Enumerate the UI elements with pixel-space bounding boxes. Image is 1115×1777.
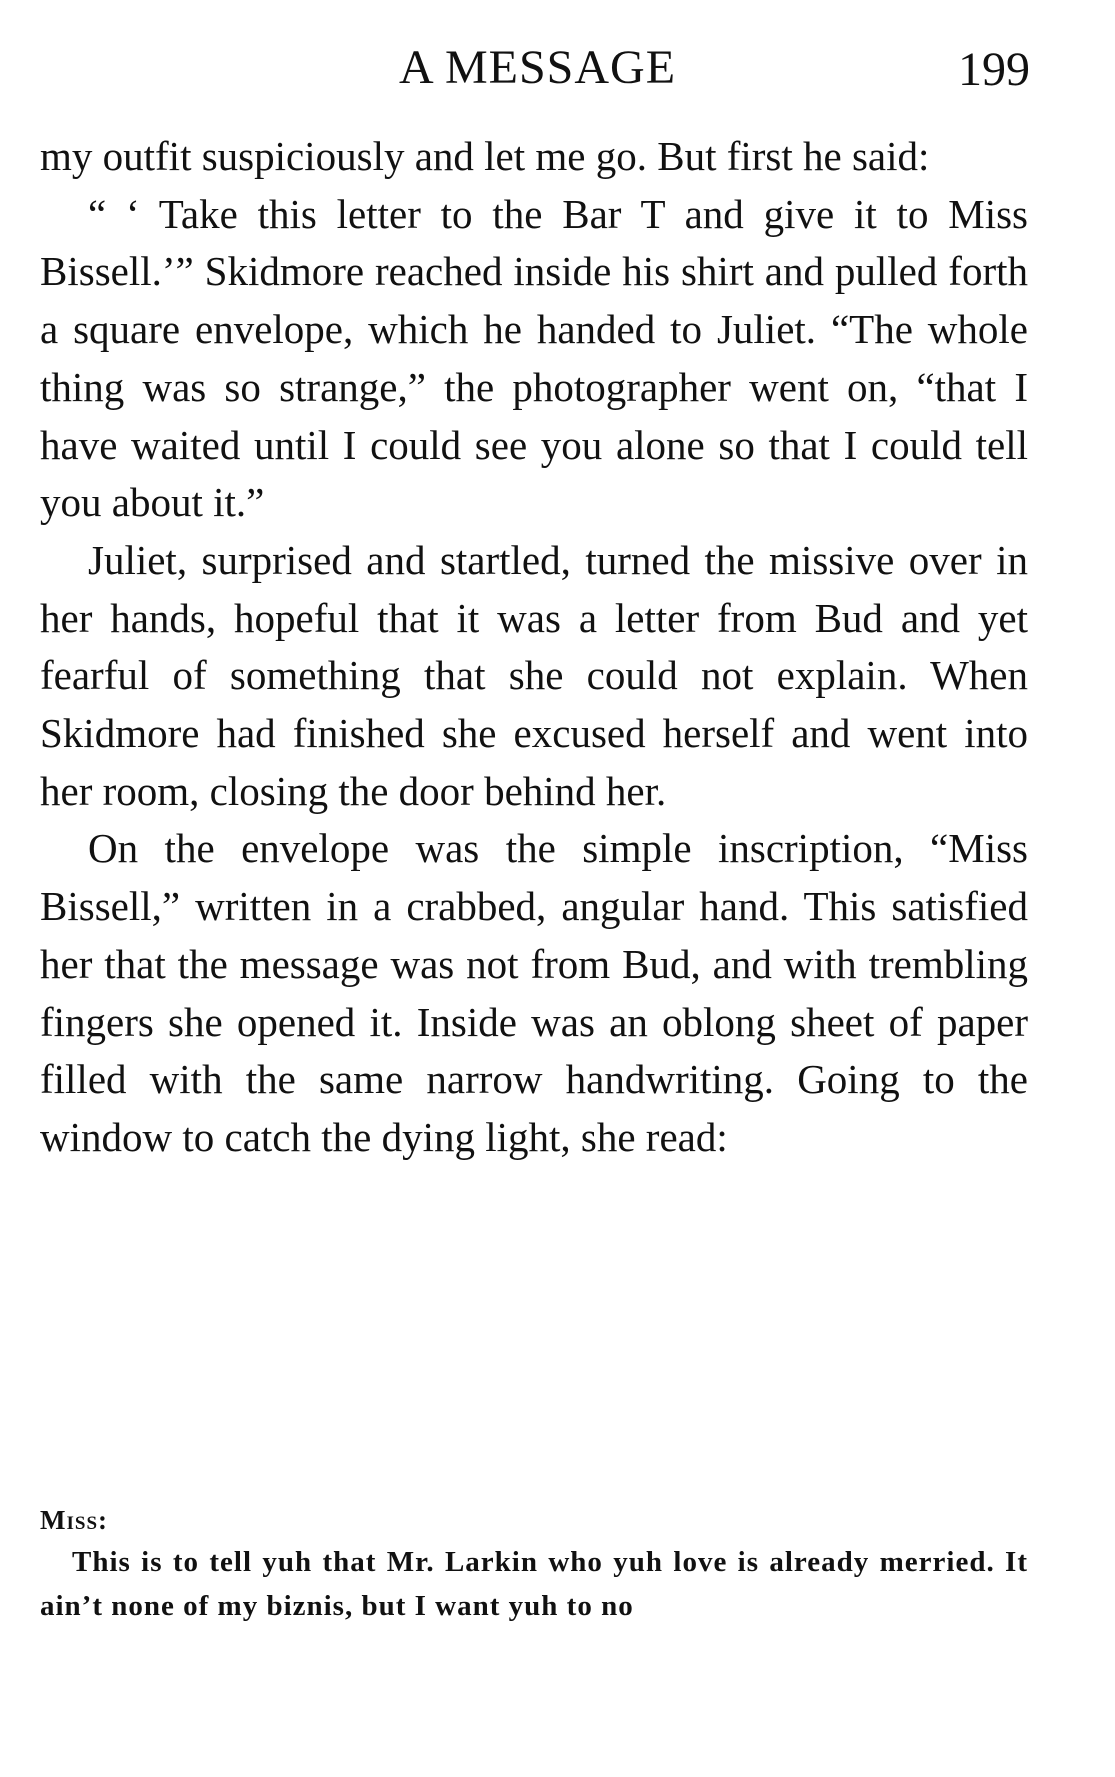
running-head xyxy=(0,38,1115,98)
letter-salutation: Miss: xyxy=(40,1505,109,1535)
quoted-letter xyxy=(40,1500,1028,1628)
paragraph-juliet-surprised: Juliet, surprised and startled, turned the missive over in her hands, hopeful that it was a letter from Bud and yet fearful of something that she could not explain. When Skidmore had finished she excused herself and went into her room, closing the door behind her. xyxy=(40,536,1028,814)
paragraph-skidmore-letter: “ ‘ Take this letter to the Bar T and give it to Miss Bissell.’” Skidmore reached inside his shirt and pulled forth a square envelope, which he handed to Juliet. “The whole thing was so strange,” the photographer went on, “that I have waited until I could see you alone so that I could tell you about it.” xyxy=(40,190,1028,526)
paragraph-continuation: my outfit suspiciously and let me go. But first he said: xyxy=(40,133,930,179)
body-text xyxy=(40,128,1028,1167)
letter-body: This is to tell yuh that Mr. Larkin who yuh love is already merried. It ain’t none of my biznis, but I want yuh to no xyxy=(40,1546,1028,1622)
running-title: A MESSAGE xyxy=(398,41,677,94)
paragraph-envelope: On the envelope was the simple inscription, “Miss Bissell,” written in a crabbed, angular hand. This satisfied her that the message was not from Bud, and with trembling fingers she opened it. Inside was an oblong sheet of paper filled with the same narrow handwriting. Going to the window to catch the dying light, she read: xyxy=(40,825,1028,1160)
page-number: 199 xyxy=(958,43,1030,96)
